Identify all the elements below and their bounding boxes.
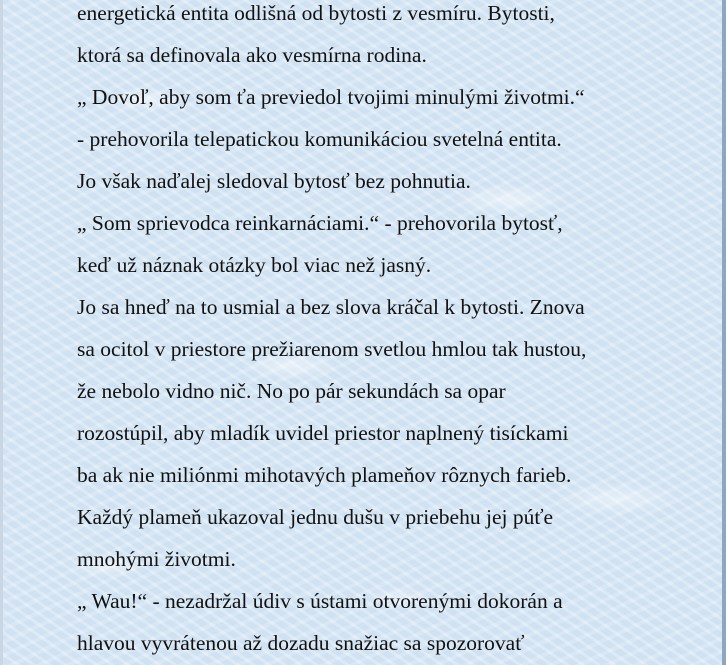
text-line: keď už náznak otázky bol viac než jasný. bbox=[77, 253, 432, 277]
text-line: Jo však naďalej sledoval bytosť bez pohnutia. bbox=[77, 169, 471, 193]
text-line: mnohými životmi. bbox=[77, 547, 236, 571]
text-line: hlavou vyvrátenou až dozadu snažiac sa spozorovať bbox=[77, 631, 525, 655]
text-line: „ Wau!“ - nezadržal údiv s ústami otvorenými dokorán a bbox=[77, 589, 563, 613]
text-line: ktorá sa definovala ako vesmírna rodina. bbox=[77, 43, 427, 67]
text-line: rozostúpil, aby mladík uvidel priestor naplnený tisíckami bbox=[77, 421, 569, 445]
text-line: „ Dovoľ, aby som ťa previedol tvojimi minulými životmi.“ bbox=[77, 85, 585, 109]
text-line: energetická entita odlišná od bytosti z vesmíru. Bytosti, bbox=[77, 1, 555, 25]
text-line: ba ak nie miliónmi mihotavých plameňov rôznych farieb. bbox=[77, 463, 572, 487]
text-line: - prehovorila telepatickou komunikáciou svetelná entita. bbox=[77, 127, 562, 151]
text-line: „ Som sprievodca reinkarnáciami.“ - prehovorila bytosť, bbox=[77, 211, 563, 235]
text-line: Jo sa hneď na to usmial a bez slova kráčal k bytosti. Znova bbox=[77, 295, 585, 319]
window-right-border bbox=[722, 0, 726, 665]
text-line: sa ocitol v priestore prežiarenom svetlou hmlou tak hustou, bbox=[77, 337, 587, 361]
page-left-edge bbox=[0, 0, 3, 665]
text-line: Každý plameň ukazoval jednu dušu v priebehu jej púť͏e bbox=[77, 505, 554, 529]
text-line: že nebolo vidno nič. No po pár sekundách sa opar bbox=[77, 379, 506, 403]
